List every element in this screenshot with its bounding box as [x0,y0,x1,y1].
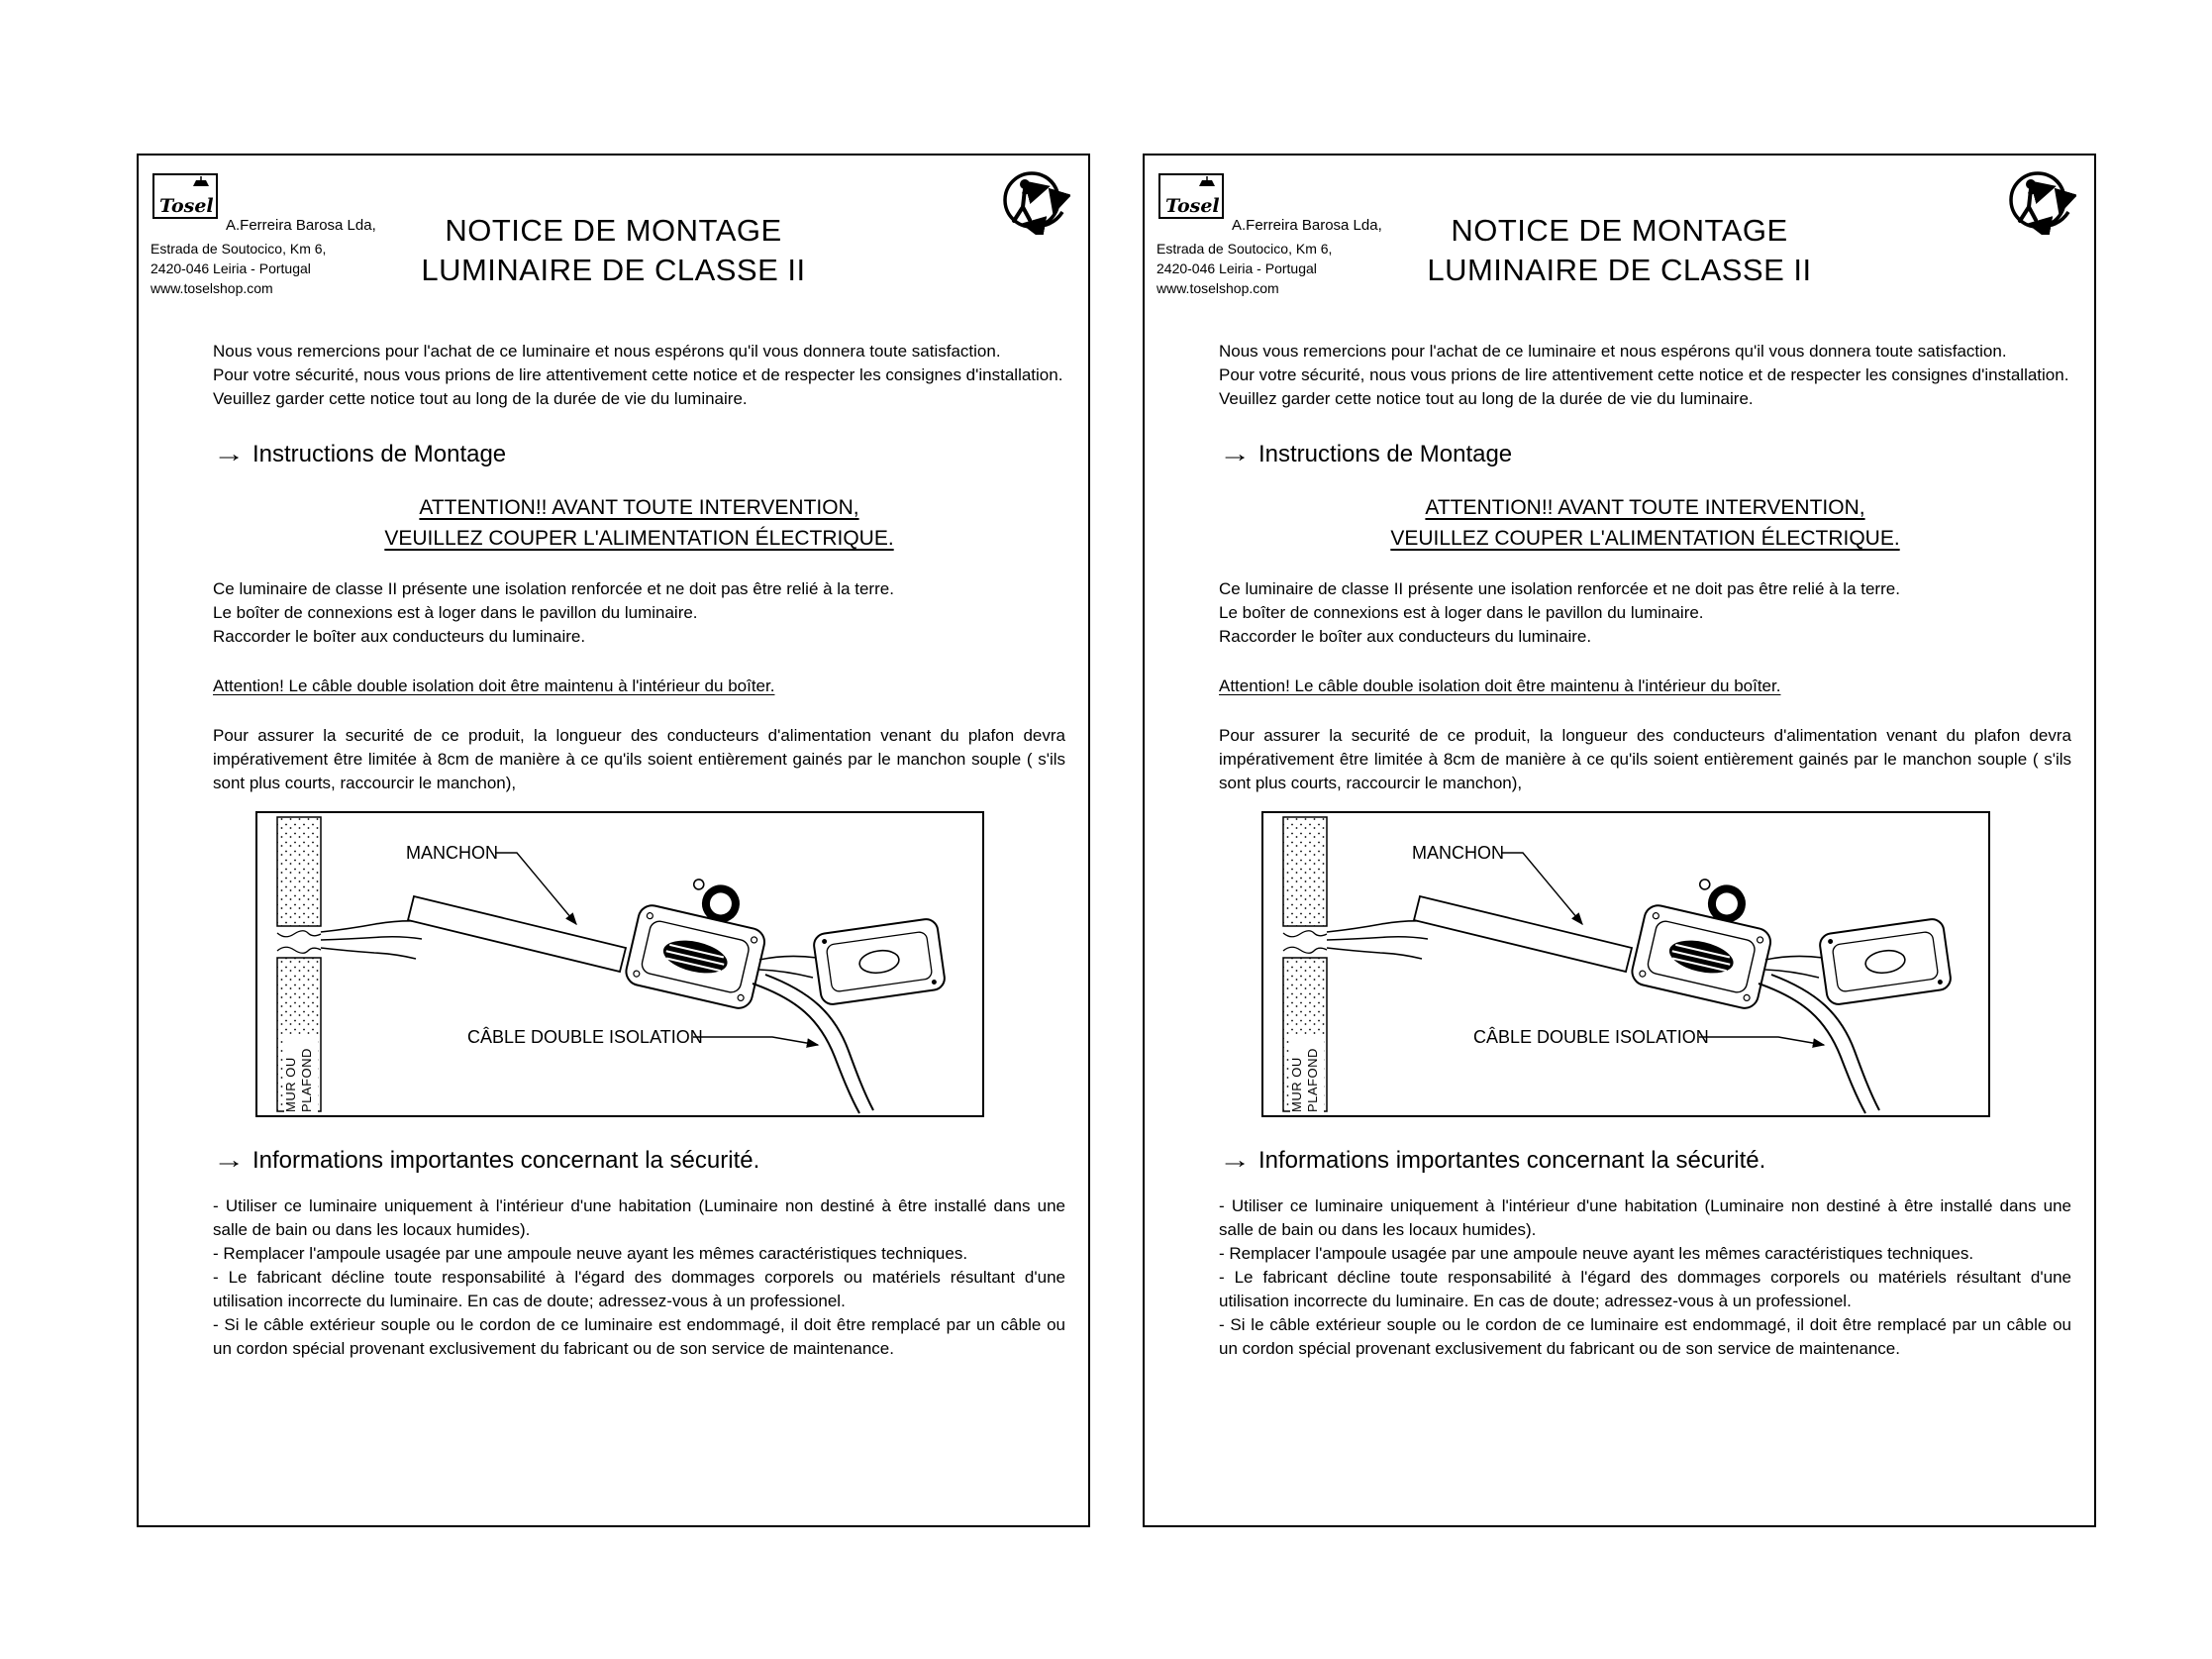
title-line-1: NOTICE DE MONTAGE [445,213,782,248]
supply-wires [1327,921,1428,959]
safety-item-3: - Le fabricant décline toute responsabilité à l'égard des dommages corporels ou matériels résultant d'une utilisation incorrecte du luminaire. En cas de doute; adressez-vous à un professionel. [1219,1268,2071,1310]
title-line-2: LUMINAIRE DE CLASSE II [421,253,806,287]
intro-p1: Nous vous remercions pour l'achat de ce luminaire et nous espérons qu'il vous donnera toute satisfaction. [213,342,1001,361]
tosel-logo [152,173,218,219]
class2-info-line-3: Raccorder le boîter aux conducteurs du luminaire. [1219,627,1592,646]
arrow-icon: → [1219,1147,1252,1174]
warning-text [213,492,1065,554]
warning-line-1: ATTENTION!! AVANT TOUTE INTERVENTION, [419,496,859,519]
page-right [1143,154,2096,1527]
title-line-2: LUMINAIRE DE CLASSE II [1427,253,1812,287]
arrow-icon: → [213,1147,246,1174]
section-safety-heading [213,1147,1065,1175]
safety-item-1: - Utiliser ce luminaire uniquement à l'intérieur d'une habitation (Luminaire non destiné à être installé dans une salle de bain ou dans les locaux humides). [1219,1196,2071,1239]
manchon-leader-line [495,853,576,924]
connector-wires [1765,956,1823,978]
intro-p1: Nous vous remercions pour l'achat de ce luminaire et nous espérons qu'il vous donnera toute satisfaction. [1219,342,2007,361]
arrow-icon: → [213,441,246,467]
intro-p3: Veuillez garder cette notice tout au long de la durée de vie du luminaire. [213,389,748,408]
diagram-label-manchon: MANCHON [406,843,498,863]
document-title [277,211,950,290]
company-name: A.Ferreira Barosa Lda, [1232,217,1382,234]
class2-info [1219,577,2071,649]
attention-note: Attention! Le câble double isolation doit être maintenu à l'intérieur du boîter. [1219,676,1781,695]
diagram-label-wall-line1: MUR OU [1289,1057,1304,1112]
safety-list [1219,1194,2071,1361]
safety-item-2: - Remplacer l'ampoule usagée par une ampoule neuve ayant les mêmes caractéristiques techniques. [213,1244,968,1263]
section-instructions-heading [1219,441,2071,468]
class2-info-line-1: Ce luminaire de classe II présente une isolation renforcée et ne doit pas être relié à la terre. [213,579,894,598]
section-instructions-title: Instructions de Montage [252,441,507,467]
diagram-label-cable: CÂBLE DOUBLE ISOLATION [1473,1027,1709,1047]
company-website: www.toselshop.com [151,280,273,296]
cable-leader-line [693,1037,818,1045]
company-name: A.Ferreira Barosa Lda, [226,217,376,234]
intro-p2: Pour votre sécurité, nous vous prions de lire attentivement cette notice et de respecter les consignes d'installation. [1219,365,2069,384]
cover-plate [1819,918,1953,1006]
manchon-sleeve [1414,896,1632,972]
cable-leader-line [1699,1037,1824,1045]
diagram-label-wall-line1: MUR OU [283,1057,298,1112]
warning-line-2: VEUILLEZ COUPER L'ALIMENTATION ÉLECTRIQUE. [384,527,894,550]
intro-p3: Veuillez garder cette notice tout au long de la durée de vie du luminaire. [1219,389,1754,408]
attention-note: Attention! Le câble double isolation doit être maintenu à l'intérieur du boîter. [213,676,775,695]
address-line-1: Estrada de Soutocico, Km 6, [151,241,327,257]
warning-line-2: VEUILLEZ COUPER L'ALIMENTATION ÉLECTRIQUE. [1390,527,1900,550]
page-header [1145,156,2094,304]
arrow-icon: → [1219,441,1252,467]
diagram-label-wall-line2: PLAFOND [299,1048,314,1112]
address-line-2: 2420-046 Leiria - Portugal [151,260,311,276]
safety-item-1: - Utiliser ce luminaire uniquement à l'intérieur d'une habitation (Luminaire non destiné à être installé dans une salle de bain ou dans les locaux humides). [213,1196,1065,1239]
brand-name: Tosel [1165,195,1220,217]
section-instructions-heading [213,441,1065,468]
security-paragraph: Pour assurer la securité de ce produit, la longueur des conducteurs d'alimentation venant du plafon devra impérativement être limitée à 8cm de manière à ce qu'ils soient entièrement gainés par le manchon souple ( s'ils sont plus courts, raccourcir le manchon), [213,726,1065,792]
notice-page [1143,154,2096,1527]
diagram-label-cable: CÂBLE DOUBLE ISOLATION [467,1027,703,1047]
class2-info-line-3: Raccorder le boîter aux conducteurs du luminaire. [213,627,586,646]
brand-name: Tosel [159,195,214,217]
section-safety-title: Informations importantes concernant la sécurité. [1258,1147,1766,1174]
company-website: www.toselshop.com [1156,280,1279,296]
title-line-1: NOTICE DE MONTAGE [1451,213,1788,248]
cover-plate [813,918,947,1006]
security-paragraph: Pour assurer la securité de ce produit, la longueur des conducteurs d'alimentation venant du plafon devra impérativement être limitée à 8cm de manière à ce qu'ils soient entièrement gainés par le manchon souple ( s'ils sont plus courts, raccourcir le manchon), [1219,726,2071,792]
address-line-2: 2420-046 Leiria - Portugal [1156,260,1317,276]
tosel-logo [1158,173,1224,219]
safety-item-4: - Si le câble extérieur souple ou le cordon de ce luminaire est endommagé, il doit être remplacé par un câble ou un cordon spécial provenant exclusivement du fabricant ou de son service de maintenance. [1219,1315,2071,1358]
page-content [1145,304,2094,1361]
lamp-icon [191,176,211,190]
diagram-label-wall-line2: PLAFOND [1305,1048,1320,1112]
connector-wires [759,956,817,978]
intro-paragraphs [213,340,1065,411]
triman-recycling-icon [999,163,1070,235]
diagram-drawing [257,813,982,1115]
section-instructions-title: Instructions de Montage [1258,441,1513,467]
section-safety-heading [1219,1147,2071,1175]
document-title [1283,211,1956,290]
intro-p2: Pour votre sécurité, nous vous prions de lire attentivement cette notice et de respecter les consignes d'installation. [213,365,1063,384]
safety-item-2: - Remplacer l'ampoule usagée par une ampoule neuve ayant les mêmes caractéristiques techniques. [1219,1244,1974,1263]
installation-diagram [1261,811,1990,1117]
page-header [139,156,1088,304]
class2-info-line-2: Le boîter de connexions est à loger dans le pavillon du luminaire. [213,603,698,622]
page-content [139,304,1088,1361]
warning-line-1: ATTENTION!! AVANT TOUTE INTERVENTION, [1425,496,1865,519]
class2-info-line-2: Le boîter de connexions est à loger dans le pavillon du luminaire. [1219,603,1704,622]
warning-text [1219,492,2071,554]
notice-page [137,154,1090,1527]
safety-list [213,1194,1065,1361]
section-safety-title: Informations importantes concernant la sécurité. [252,1147,760,1174]
diagram-label-manchon: MANCHON [1412,843,1504,863]
class2-info [213,577,1065,649]
safety-item-3: - Le fabricant décline toute responsabilité à l'égard des dommages corporels ou matériels résultant d'une utilisation incorrecte du luminaire. En cas de doute; adressez-vous à un professionel. [213,1268,1065,1310]
intro-paragraphs [1219,340,2071,411]
lamp-icon [1197,176,1217,190]
manchon-leader-line [1501,853,1582,924]
installation-diagram [255,811,984,1117]
diagram-drawing [1263,813,1988,1115]
page-left [137,154,1090,1527]
supply-wires [321,921,422,959]
triman-recycling-icon [2005,163,2076,235]
manchon-sleeve [408,896,626,972]
connection-box [624,868,775,1010]
connection-box [1630,868,1781,1010]
class2-info-line-1: Ce luminaire de classe II présente une isolation renforcée et ne doit pas être relié à la terre. [1219,579,1900,598]
safety-item-4: - Si le câble extérieur souple ou le cordon de ce luminaire est endommagé, il doit être remplacé par un câble ou un cordon spécial provenant exclusivement du fabricant ou de son service de maintenance. [213,1315,1065,1358]
address-line-1: Estrada de Soutocico, Km 6, [1156,241,1333,257]
